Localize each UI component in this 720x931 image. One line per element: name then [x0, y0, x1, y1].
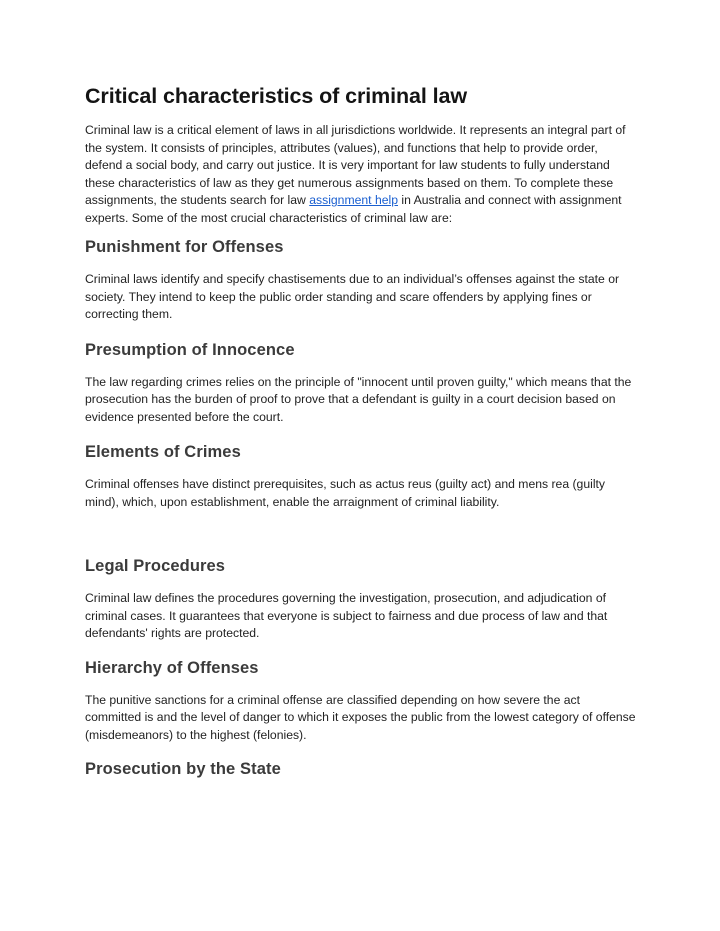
- section-legal-procedures: [85, 557, 638, 643]
- assignment-help-link[interactable]: assignment help: [309, 193, 398, 207]
- section-heading: Presumption of Innocence: [85, 340, 295, 359]
- section-heading: Prosecution by the State: [85, 760, 281, 778]
- section-body: Criminal law defines the procedures governing the investigation, prosecution, and adjudication of criminal cases. It guarantees that everyone is subject to fairness and due process of law and that defendants' rights are protected.: [85, 591, 608, 640]
- section-body: Criminal laws identify and specify chastisements due to an individual’s offenses against the state or society. They intend to keep the public order standing and scare offenders by applying fines or correcting them.: [85, 272, 620, 321]
- section-body: The law regarding crimes relies on the principle of "innocent until proven guilty," which means that the prosecution has the burden of proof to prove that a defendant is guilty in a court decision based on evidence presented before the court.: [85, 374, 632, 424]
- intro-text-after-link: in Australia and connect with assignment experts. Some of the most crucial characteristics of criminal law are:: [85, 193, 622, 225]
- section-prosecution: [85, 760, 638, 779]
- section-heading: Hierarchy of Offenses: [85, 658, 259, 677]
- section-body: The punitive sanctions for a criminal offense are classified depending on how severe the act committed is and the level of danger to which it exposes the public from the lowest category of offense (misdemeanors) to the highest (felonies).: [85, 692, 636, 742]
- intro-text-before-link: Criminal law is a critical element of laws in all jurisdictions worldwide. It represents an integral part of the system. It consists of principles, attributes (values), and functions that help to provide order, defend a social body, and carry out justice. It is very important for law students to fully understand these characteristics of law as they get numerous assignments based on them. To complete these assignments, the students search for law: [85, 123, 626, 207]
- intro-paragraph: [85, 122, 638, 227]
- section-punishment: [85, 238, 638, 324]
- section-elements: [85, 443, 638, 511]
- section-body: Criminal offenses have distinct prerequisites, such as actus reus (guilty act) and mens rea (guilty mind), which, upon establishment, enable the arraignment of criminal liability.: [85, 477, 606, 509]
- page-title: Critical characteristics of criminal law: [85, 84, 467, 108]
- section-heading: Punishment for Offenses: [85, 238, 284, 256]
- section-hierarchy: [85, 659, 638, 745]
- section-heading: Elements of Crimes: [85, 443, 241, 461]
- section-presumption: [85, 341, 638, 427]
- section-heading: Legal Procedures: [85, 557, 226, 575]
